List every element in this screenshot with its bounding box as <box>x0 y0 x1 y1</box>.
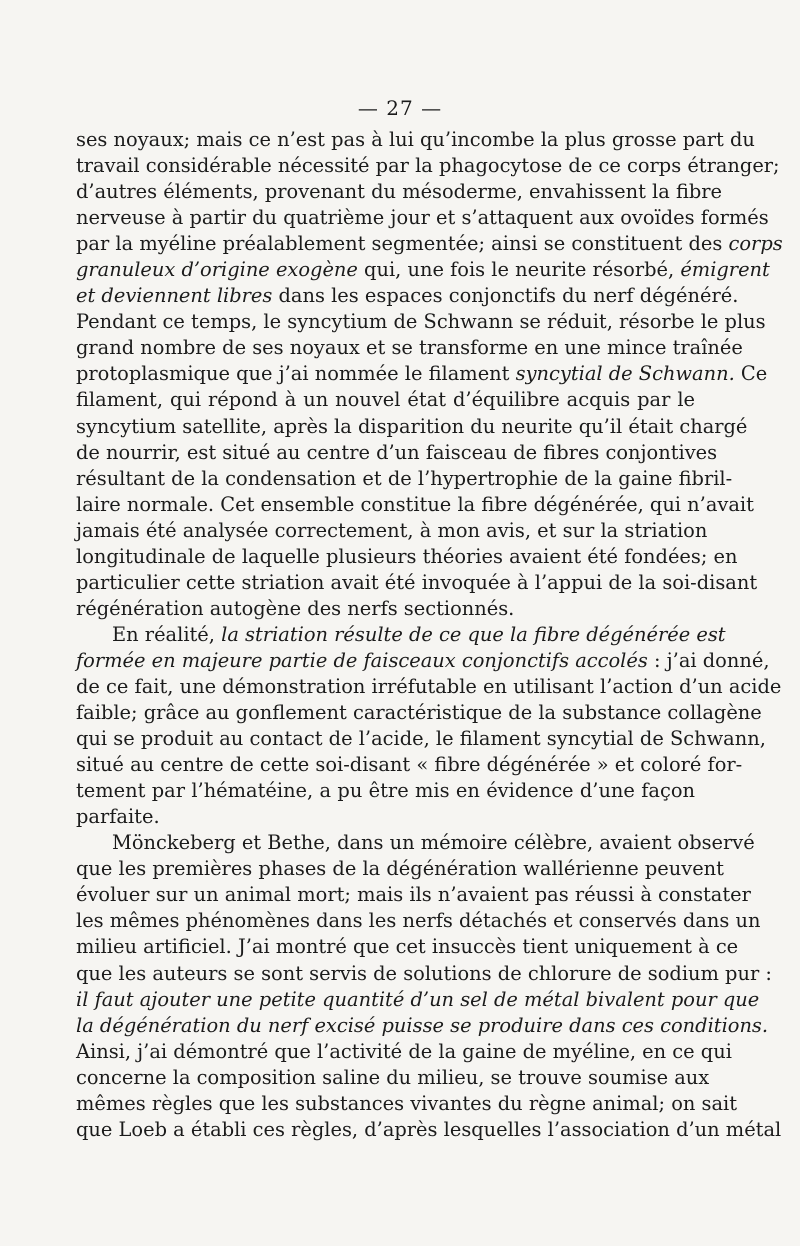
text-line <box>76 1065 710 1091</box>
text-line <box>76 622 726 648</box>
text-segment: résultant de la condensation et de l’hypertrophie de la gaine fibril- <box>76 466 733 490</box>
text-segment: milieu artificiel. J’ai montré que cet insuccès tient uniquement à ce <box>76 935 739 959</box>
text-line <box>76 179 723 205</box>
italic-segment: émigrent <box>680 258 770 282</box>
text-line <box>76 492 754 518</box>
italic-segment: la dégénération du nerf excisé puisse se produire dans ces conditions. <box>76 1013 769 1037</box>
text-segment: que les auteurs se sont servis de solutions de chlorure de sodium pur : <box>76 961 772 985</box>
text-segment: nerveuse à partir du quatrième jour et s’attaquent aux ovoïdes formés <box>76 206 769 230</box>
text-line <box>76 674 782 700</box>
text-line <box>76 856 724 882</box>
text-segment: particulier cette striation avait été invoquée à l’appui de la soi-disant <box>76 570 758 594</box>
text-line <box>76 127 755 153</box>
text-line <box>76 804 695 830</box>
text-segment: laire normale. Cet ensemble constitue la fibre dégénérée, qui n’avait <box>76 492 754 516</box>
text-line <box>76 934 739 960</box>
text-segment: concerne la composition saline du milieu, se trouve soumise aux <box>76 1065 710 1089</box>
text-segment: que les premières phases de la dégénération wallérienne peuvent <box>76 857 724 881</box>
text-segment: Pendant ce temps, le syncytium de Schwann se réduit, résorbe le plus <box>76 310 766 334</box>
text-line <box>76 700 762 726</box>
text-segment: dans les espaces conjonctifs du nerf dégénéré. <box>272 284 739 308</box>
text-line <box>76 648 770 674</box>
text-line <box>76 335 743 361</box>
text-line <box>76 283 739 309</box>
text-segment: situé au centre de cette soi-disant « fibre dégénérée » et coloré for- <box>76 753 743 777</box>
text-line <box>76 1117 782 1143</box>
italic-segment: granuleux d’origine exogène <box>76 258 358 282</box>
text-line <box>76 153 780 179</box>
text-segment: : j’ai donné, <box>647 648 770 672</box>
text-line <box>76 987 760 1013</box>
text-line <box>76 544 738 570</box>
italic-segment: et deviennent libres <box>76 284 273 308</box>
text-line <box>76 1039 732 1065</box>
text-segment: filament, qui répond à un nouvel état d’équilibre acquis par le <box>76 388 695 412</box>
italic-segment: il faut ajouter une petite quantité d’un sel de métal bivalent pour que <box>76 987 760 1011</box>
text-segment: que Loeb a établi ces règles, d’après lesquelles l’association d’un métal <box>76 1117 782 1141</box>
text-segment: de nourrir, est situé au centre d’un faisceau de fibres conjontives <box>76 440 718 464</box>
text-segment: longitudinale de laquelle plusieurs théories avaient été fondées; en <box>76 544 738 568</box>
text-segment: grand nombre de ses noyaux et se transforme en une mince traînée <box>76 336 743 360</box>
italic-segment: corps <box>728 232 783 256</box>
text-line <box>76 570 758 596</box>
text-segment: jamais été analysée correctement, à mon avis, et sur la striation <box>76 518 708 542</box>
text-line <box>76 830 755 856</box>
text-segment: protoplasmique que j’ai nommée le filament <box>76 362 516 386</box>
text-segment: les mêmes phénomènes dans les nerfs détachés et conservés dans un <box>76 909 761 933</box>
text-segment: qui se produit au contact de l’acide, le filament syncytial de Schwann, <box>76 727 766 751</box>
text-line <box>76 908 761 934</box>
text-segment: mêmes règles que les substances vivantes du règne animal; on sait <box>76 1091 738 1115</box>
text-segment: qui, une fois le neurite résorbé, <box>357 258 681 282</box>
text-segment: régénération autogène des nerfs sectionnés. <box>76 596 515 620</box>
text-line <box>76 752 743 778</box>
text-line <box>76 309 766 335</box>
text-line <box>76 387 695 413</box>
text-line <box>76 882 751 908</box>
text-line <box>76 257 770 283</box>
text-segment: Mönckeberg et Bethe, dans un mémoire célèbre, avaient observé <box>112 831 755 855</box>
body-text <box>76 127 783 1143</box>
text-line <box>76 961 772 987</box>
text-line <box>76 414 748 440</box>
text-segment: En réalité, <box>112 622 222 646</box>
text-line <box>76 231 783 257</box>
text-line <box>76 440 718 466</box>
text-line <box>76 466 733 492</box>
text-line <box>76 1091 738 1117</box>
italic-segment: formée en majeure partie de faisceaux conjonctifs accolés <box>76 648 648 672</box>
text-segment: travail considérable nécessité par la phagocytose de ce corps étranger; <box>76 154 780 178</box>
text-segment: de ce fait, une démonstration irréfutable en utilisant l’action d’un acide <box>76 674 782 698</box>
text-line <box>76 1013 769 1039</box>
text-segment: ses noyaux; mais ce n’est pas à lui qu’incombe la plus grosse part du <box>76 128 755 151</box>
text-segment: par la myéline préalablement segmentée; ainsi se constituent des <box>76 232 729 256</box>
text-line <box>76 596 695 622</box>
text-segment: syncytium satellite, après la disparition du neurite qu’il était chargé <box>76 414 748 438</box>
text-line <box>76 205 769 231</box>
page-number: — 27 — <box>357 96 443 120</box>
text-segment: tement par l’hématéine, a pu être mis en évidence d’une façon <box>76 779 695 803</box>
text-segment: Ce <box>734 362 768 386</box>
text-line <box>76 361 768 387</box>
text-segment: faible; grâce au gonflement caractéristique de la substance collagène <box>76 701 762 725</box>
text-segment: d’autres éléments, provenant du mésoderme, envahissent la fibre <box>76 180 723 204</box>
text-line <box>76 778 695 804</box>
text-line <box>76 518 708 544</box>
italic-segment: la striation résulte de ce que la fibre dégénérée est <box>221 622 726 646</box>
text-segment: parfaite. <box>76 805 160 829</box>
italic-segment: syncytial de Schwann. <box>515 362 735 386</box>
text-line <box>76 726 766 752</box>
text-segment: évoluer sur un animal mort; mais ils n’avaient pas réussi à constater <box>76 883 751 907</box>
text-segment: Ainsi, j’ai démontré que l’activité de la gaine de myéline, en ce qui <box>76 1039 732 1063</box>
